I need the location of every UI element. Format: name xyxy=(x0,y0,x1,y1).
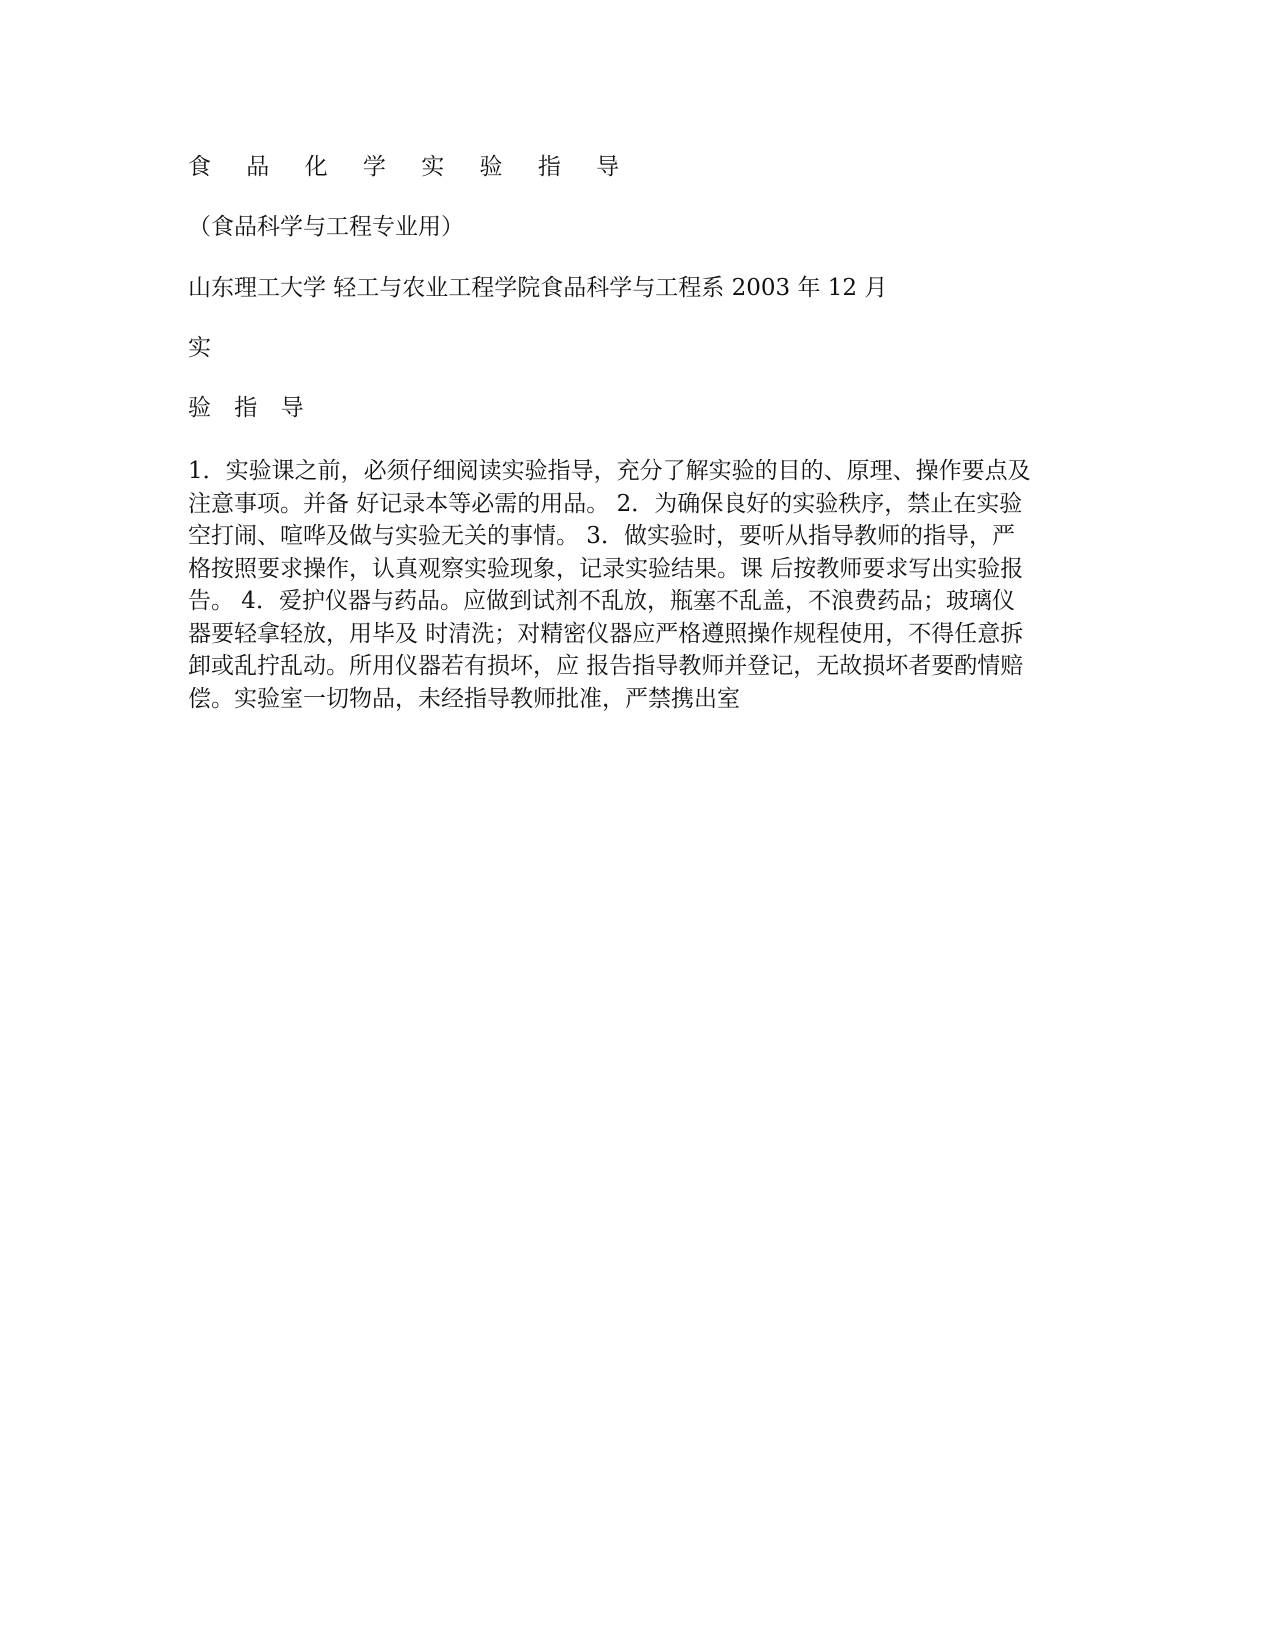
section-heading-part1: 实 xyxy=(188,335,211,361)
section-heading-part2: 验 指 导 xyxy=(188,395,312,421)
document-title: 食 品 化 学 实 验 指 导 xyxy=(188,154,634,180)
paragraph-line: 注意事项。并备 好记录本等必需的用品。 2．为确保良好的实验秩序，禁止在实验 xyxy=(188,490,1023,517)
paragraph-line: 偿。实验室一切物品，未经指导教师批准，严禁携出室 xyxy=(188,685,740,712)
instructions-paragraph xyxy=(188,455,1088,715)
paragraph-line: 告。 4．爱护仪器与药品。应做到试剂不乱放，瓶塞不乱盖，不浪费药品；玻璃仪 xyxy=(188,588,1015,614)
paragraph-line: 器要轻拿轻放，用毕及 时清洗；对精密仪器应严格遵照操作规程使用，不得任意拆 xyxy=(188,620,1024,647)
paragraph-line: 空打闹、喧哗及做与实验无关的事情。 3．做实验时，要听从指导教师的指导，严 xyxy=(188,523,1015,549)
paragraph-line: 格按照要求操作，认真观察实验现象，记录实验结果。课 后按教师要求写出实验报 xyxy=(188,555,1024,582)
document-affiliation: 山东理工大学 轻工与农业工程学院食品科学与工程系 2003 年 12 月 xyxy=(188,275,888,301)
paragraph-line: 1．实验课之前，必须仔细阅读实验指导，充分了解实验的目的、原理、操作要点及 xyxy=(188,458,1031,484)
document-subtitle: （食品科学与工程专业用） xyxy=(188,214,464,240)
paragraph-line: 卸或乱拧乱动。所用仪器若有损坏，应 报告指导教师并登记，无故损坏者要酌情赔 xyxy=(188,653,1024,679)
